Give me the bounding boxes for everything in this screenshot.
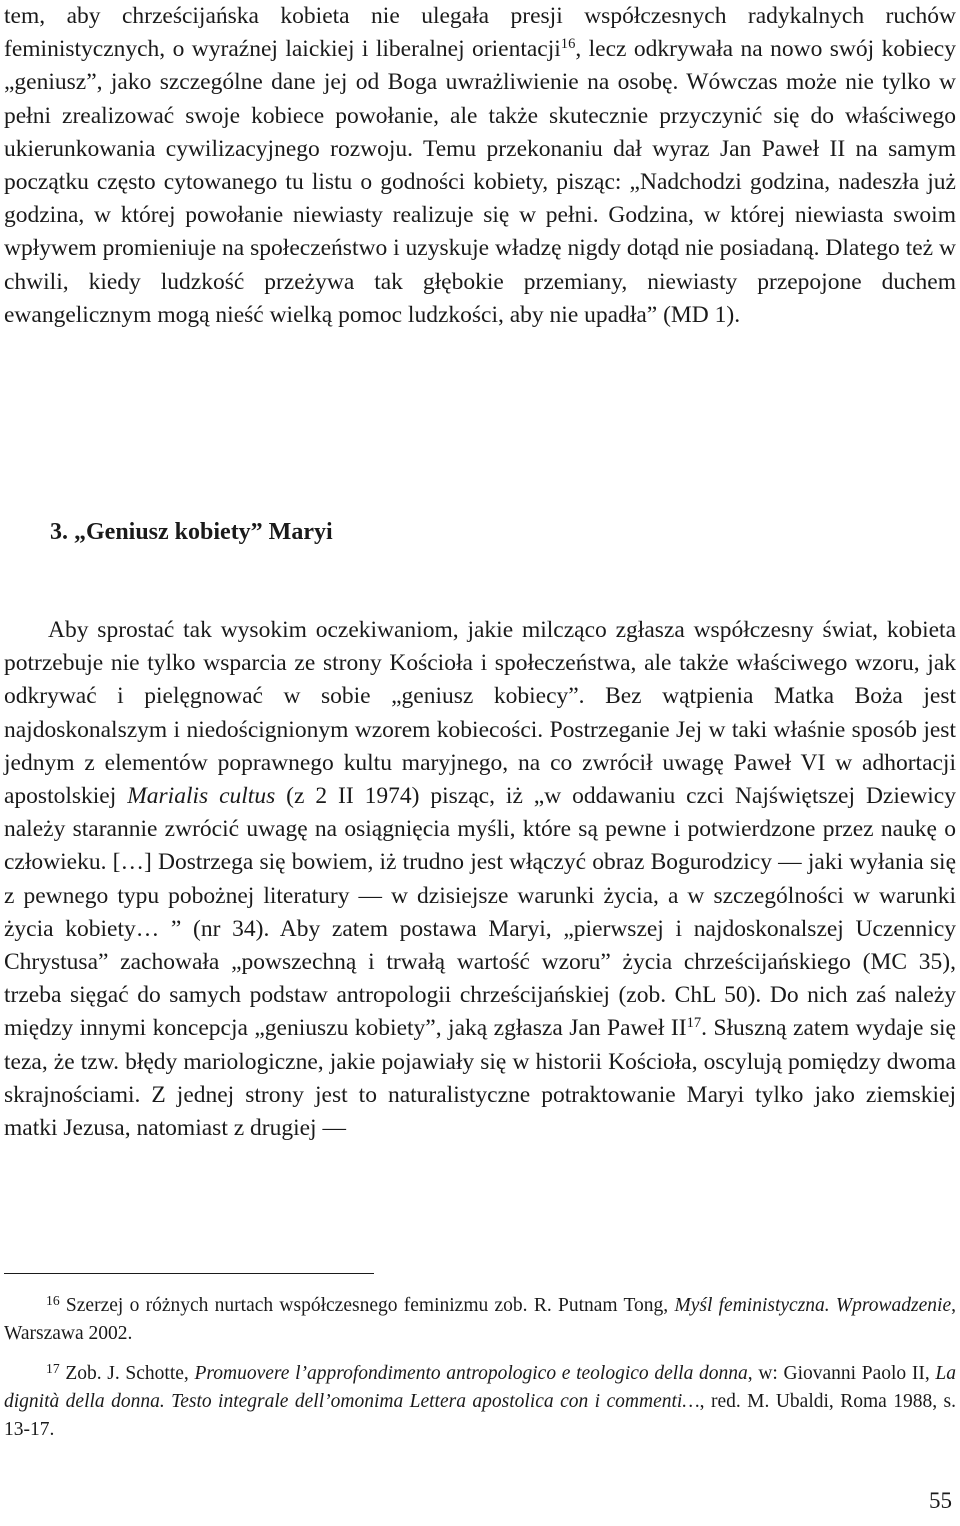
footnote-separator — [4, 1273, 374, 1274]
body-paragraph-2 — [4, 614, 956, 1145]
section-heading: 3. „Geniusz kobiety” Maryi — [50, 519, 333, 545]
footnote-text: , red. M. Ubaldi, Roma 1988, s. 13-17. — [4, 1391, 956, 1440]
page-number: 55 — [929, 1488, 952, 1513]
footnote-italic: La dignità della donna. Testo integrale dell’omonima Lettera apostolica con i commenti… — [4, 1363, 957, 1412]
footnote-text: , w: Giovanni Paolo II, — [747, 1363, 936, 1384]
footnote-number: 17 — [46, 1360, 60, 1376]
para1-text-a: tem, aby chrześcijańska kobieta nie ulegała presji współczesnych radykalnych ruchów feministycznych, o wyraźnej laickiej i liberalnej orientacji — [4, 3, 956, 63]
para2-text-a: Aby sprostać tak wysokim oczekiwaniom, jakie milcząco zgłasza współczesny świat, kobieta potrzebuje nie tylko wsparcia ze strony Kościoła i społeczeństwa, ale także właściwego wzoru, jak odkrywać i pielęgnować w sobie „geniusz kobiecy”. Bez wątpienia Matka Boża jest najdoskonalszym i niedoścignionym wzorem kobiecości. Postrzeganie Jej w taki właśnie sposób jest jednym z elementów poprawnego kultu maryjnego, na co zwrócił uwagę Paweł VI w adhortacji apostolskiej — [4, 617, 956, 810]
para1-text-b: , lecz odkrywała na nowo swój kobiecy „geniusz”, jako szczególne dane jej od Boga uwrażliwienie na osobę. Wówczas może nie tylko w pełni zrealizować swoje kobiece powołanie, ale także skutecznie przyczynić się do właściwego ukierunkowania cywilizacyjnego rozwoju. Temu przekonaniu dał wyraz Jan Paweł II na samym początku często cytowanego tu listu o godności kobiety, pisząc: „Nadchodzi godzina, nadeszła już godzina, w której powołanie niewiasty realizuje się w pełni. Godzina, w której niewiasta swoim wpływem promieniuje na społeczeństwo i uzyskuje władzę nigdy dotąd nie posiadaną. Dlatego też w chwili, kiedy ludzkość przeżywa tak głębokie przemiany, niewiasty przepojone duchem ewangelicznym mogą nieść wielką pomoc ludzkości, aby nie upadła” (MD 1). — [4, 36, 956, 328]
footnote-ref-17[interactable]: 17 — [686, 1015, 702, 1032]
footnote-text: , Warszawa 2002. — [4, 1295, 956, 1344]
footnote-italic: Promuovere l’approfondimento antropologico e teologico della donna — [194, 1363, 748, 1384]
para2-text-b: (z 2 II 1974) pisząc, iż „w oddawaniu czci Najświętszej Dziewicy należy starannie zwrócić uwagę na osiągnięcia myśli, które są pewne i potwierdzone przez naukę o człowieku. […] Dostrzega się bowiem, iż trudno jest włączyć obraz Bogurodzicy — jaki wyłania się z pewnego typu pobożnej literatury — w dzisiejsze warunki życia, a w szczególności w warunki życia kobiety… ” (nr 34). Aby zatem postawa Maryi, „pierwszej i najdoskonalszej Uczennicy Chrystusa” zachowała „powszechną i trwałą wartość wzoru” życia chrześcijańskiego (MC 35), trzeba sięgać do samych podstaw antropologii chrześcijańskiej (zob. ChL 50). Do nich zaś należy między innymi koncepcja „geniuszu kobiety”, jaką zgłasza Jan Paweł II — [4, 783, 956, 1042]
footnote-text: Szerzej o różnych nurtach współczesnego feminizmu zob. R. Putnam Tong, — [59, 1295, 675, 1316]
footnote-ref-16[interactable]: 16 — [560, 36, 576, 53]
footnote-italic: Myśl feministyczna. Wprowadzenie — [674, 1295, 952, 1316]
footnote-17 — [4, 1360, 956, 1444]
para2-text-c: . Słuszną zatem wydaje się teza, że tzw. błędy mariologiczne, jakie pojawiały się w historii Kościoła, oscylują pomiędzy dwoma skrajnościami. Z jednej strony jest to naturalistyczne potraktowanie Maryi tylko jako ziemskiej matki Jezusa, natomiast z drugiej — — [4, 1015, 956, 1142]
footnote-text: Zob. J. Schotte, — [59, 1363, 195, 1384]
footnote-number: 16 — [46, 1292, 60, 1308]
para2-italic-title: Marialis cultus — [127, 783, 276, 810]
body-paragraph-1 — [4, 0, 956, 332]
footnote-16 — [4, 1292, 956, 1348]
